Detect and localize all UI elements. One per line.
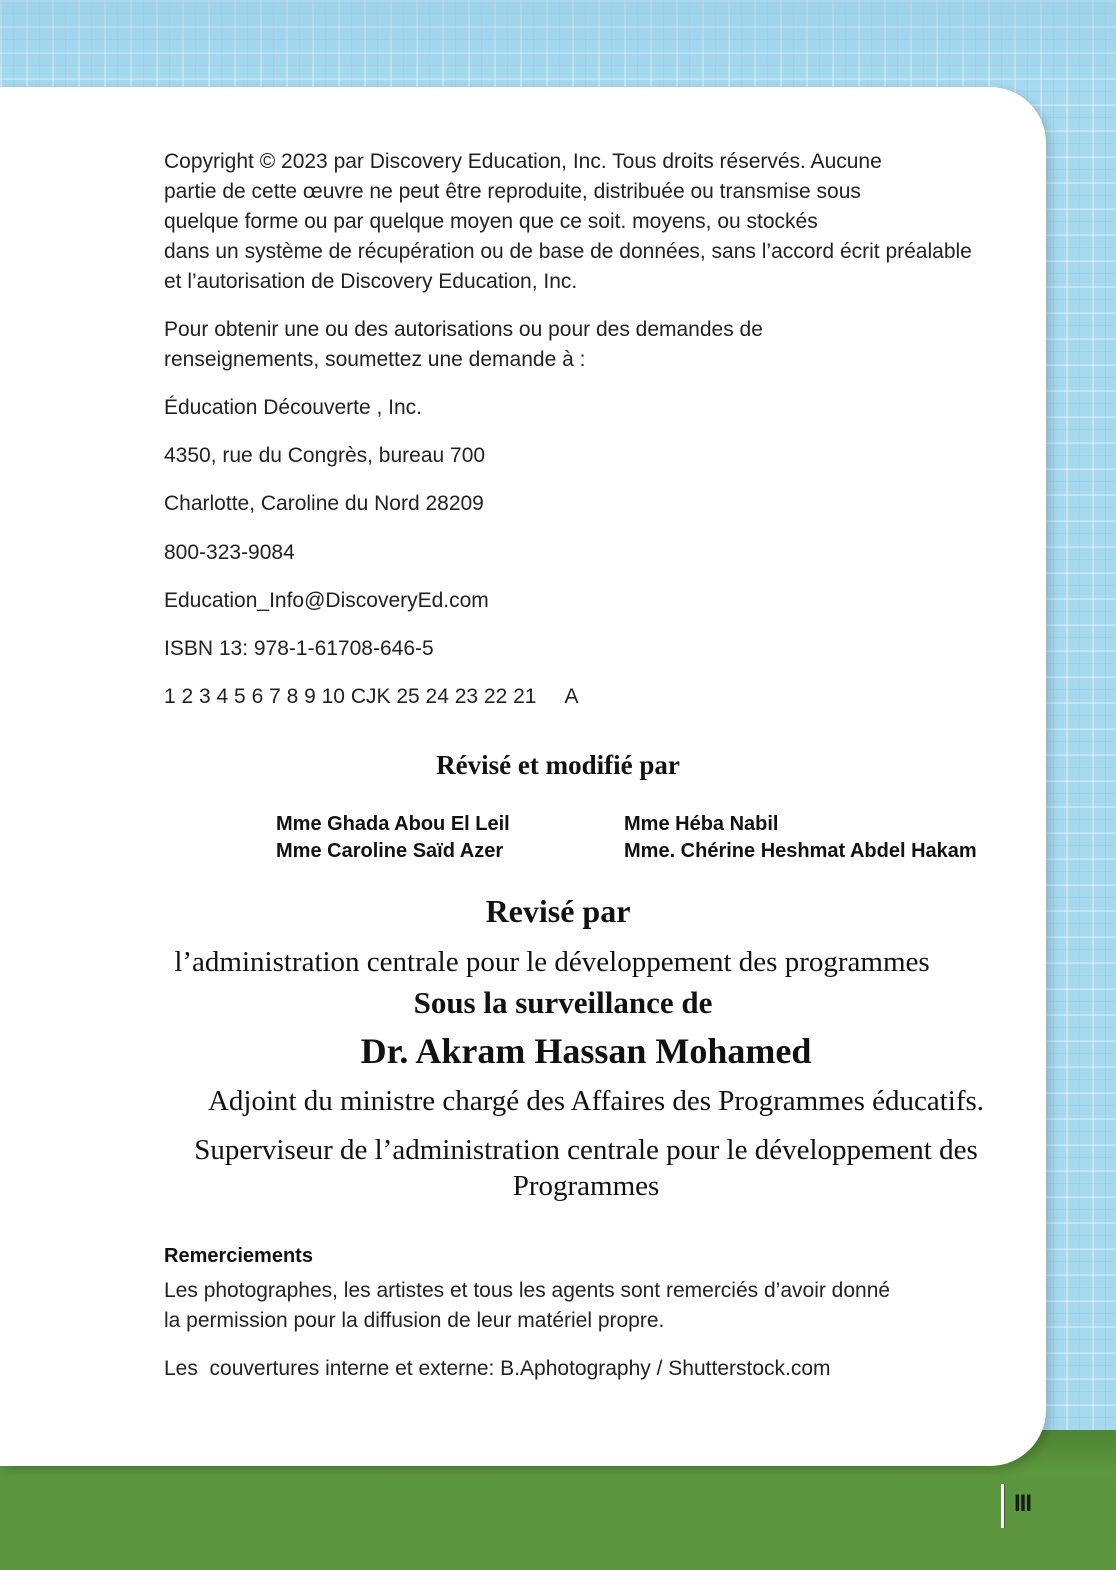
- supervisor-title-2-line-2: Programmes: [512, 1170, 660, 1202]
- contact-phone: 800-323-9084: [164, 541, 295, 564]
- copyright-line-4: dans un système de récupération ou de base de données, sans l’accord écrit préalable: [164, 240, 972, 263]
- copyright-line-5: et l’autorisation de Discovery Education, Inc.: [164, 270, 578, 293]
- acknowledgements-line-2: la permission pour la diffusion de leur matériel propre.: [164, 1309, 665, 1332]
- acknowledgements-heading: Remerciements: [164, 1245, 313, 1267]
- printing-line: 1 2 3 4 5 6 7 8 9 10 CJK 25 24 23 22 21 A: [164, 685, 579, 708]
- page-number-rule: [1001, 1484, 1005, 1528]
- grid-background-top: [0, 0, 1116, 90]
- supervisor-name: Dr. Akram Hassan Mohamed: [360, 1031, 812, 1071]
- page-number: III: [1014, 1490, 1032, 1517]
- names-left-column: [276, 811, 510, 865]
- contact-street: 4350, rue du Congrès, bureau 700: [164, 444, 486, 467]
- name-ghada: Mme Ghada Abou El Leil: [276, 813, 510, 835]
- permissions-line-1: Pour obtenir une ou des autorisations ou pour des demandes de: [164, 318, 763, 341]
- copyright-line-1: Copyright © 2023 par Discovery Education, Inc. Tous droits réservés. Aucune: [164, 150, 882, 173]
- revised-body: l’administration centrale pour le développement des programmes: [174, 946, 930, 978]
- acknowledgements-line-1: Les photographes, les artistes et tous les agents sont remerciés d’avoir donné: [164, 1279, 891, 1302]
- contact-email: Education_Info@DiscoveryEd.com: [164, 589, 489, 612]
- copyright-line-2: partie de cette œuvre ne peut être reproduite, distribuée ou transmise sous: [164, 180, 861, 203]
- supervisor-title-1: Adjoint du ministre chargé des Affaires des Programmes éducatifs.: [207, 1085, 985, 1117]
- permissions-line-2: renseignements, soumettez une demande à :: [164, 348, 586, 371]
- supervision-heading: Sous la surveillance de: [413, 985, 713, 1020]
- names-right-column: [624, 811, 977, 865]
- copyright-line-3: quelque forme ou par quelque moyen que ce soit. moyens, ou stockés: [164, 210, 818, 233]
- isbn: ISBN 13: 978-1-61708-646-5: [164, 637, 434, 660]
- revised-heading: Revisé par: [485, 893, 631, 929]
- revised-modified-heading: Révisé et modifié par: [436, 750, 680, 780]
- contact-city: Charlotte, Caroline du Nord 28209: [164, 492, 484, 515]
- name-caroline: Mme Caroline Saïd Azer: [276, 840, 504, 862]
- covers-credit: Les couvertures interne et externe: B.Aphotography / Shutterstock.com: [164, 1357, 831, 1380]
- name-heba: Mme Héba Nabil: [624, 813, 779, 835]
- supervisor-title-2-line-1: Superviseur de l’administration centrale pour le développement des: [194, 1134, 978, 1166]
- name-cherine: Mme. Chérine Heshmat Abdel Hakam: [624, 840, 977, 862]
- contact-company: Éducation Découverte , Inc.: [164, 396, 422, 419]
